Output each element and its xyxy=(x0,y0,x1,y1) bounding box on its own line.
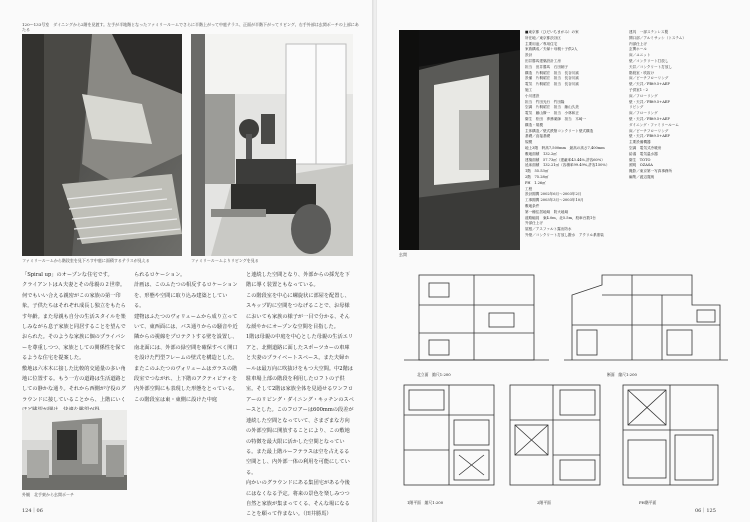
spec-line: 工事期間 2003年3月～2003年10月 xyxy=(525,198,584,203)
photo-exterior xyxy=(22,410,127,490)
spec-line: 床／フローリング xyxy=(629,111,658,116)
spec-line: ダイニング・ファミリールーム xyxy=(629,122,679,127)
col1-para-3: 敷地は六本木に接した比較的交通量の多い角地に位置する。もう一方の道路は生活道路としての静かな通り。それから西側が守役のグラウンドに接していることから、上階にいく xyxy=(22,365,126,403)
spec-line: 玄関ホール xyxy=(629,47,647,52)
section-drawing-1 xyxy=(399,265,554,375)
spec-line: 外壁／コンクリート打放し撥水 アクリル系塗装 xyxy=(525,232,604,237)
spec-line: 延床面積 132.21㎡（容積率99.49%,許容150%） xyxy=(525,163,610,168)
floor3-label: PH階平面 xyxy=(639,500,657,505)
body-column-2 xyxy=(134,270,239,488)
photo-entrance xyxy=(399,30,520,250)
spec-line: 壁／天井／PBt9.5+AEP xyxy=(629,82,670,87)
spec-line: 2階 75.28㎡ xyxy=(525,174,549,179)
spec-line: 敷地面積 132.2㎡ xyxy=(525,151,557,156)
col3-para-4: 向かいのグラウンドにある集団宅がある今後にはなくなる予定。将来の景色を楽しみつつ自然と家族が集まってくる、そんな場になることを願って作まない。（田井勝馬） xyxy=(246,480,350,518)
spec-line: 撮影／東京第一写真事務所 xyxy=(629,169,673,174)
spec-line: 床／ユニット xyxy=(629,53,651,58)
spec-line: ■東京都（ひだいちまがみ）の家 xyxy=(525,30,579,34)
floor2-label: 2階平面 xyxy=(537,500,551,505)
spec-line: 1階 55.53㎡ xyxy=(525,169,549,174)
body-column-3 xyxy=(246,270,354,518)
left-page xyxy=(0,0,373,522)
floor-plan-1 xyxy=(399,380,499,498)
col3-para-1: と連続した空間となり、外部からの採光を下階に導く装置ともなっている。 xyxy=(246,272,350,289)
spec-line: 担当 竹田光行 竹田隆 xyxy=(525,99,565,104)
spec-line: 主要用途／専用住宅 xyxy=(525,41,558,46)
spec-line: 壁・天井／PBt9.5+AEP xyxy=(629,116,670,121)
spec-line: 道路幅員 東4.0m，北5.5m，駐車台数1台 xyxy=(525,215,596,220)
spec-line: 屋根／アスファルト露出防水 xyxy=(525,227,572,232)
col2-para-1: られるロケーション。 xyxy=(134,272,186,278)
spec-line: 建具 一部ステンレス製 xyxy=(629,30,669,34)
spec-line: 床／ビーチフローリング xyxy=(629,128,669,133)
spec-line: 壁／コンクリート打放し xyxy=(629,58,669,63)
entrance-caption: 玄関 xyxy=(399,252,407,257)
floor1-label: 1階平面 縮尺1:200 xyxy=(407,500,444,505)
spec-line: 編集／渡辺寛朗 xyxy=(629,174,655,179)
section2-label: 断面 縮尺1:200 xyxy=(607,372,637,377)
spec-line: 地上3階 軒高7,500mm 最高の高さ7,400mm xyxy=(525,145,605,150)
section1-label: 北立面 縮尺1:200 xyxy=(417,372,451,377)
spec-line: 敷地条件 xyxy=(525,203,540,208)
spec-line: 設計 xyxy=(525,53,533,58)
spec-line: 工程 xyxy=(525,186,533,191)
floor-plan-2 xyxy=(505,380,605,498)
spec-line: 開口部／アルミサッシ（トステム） xyxy=(629,35,686,40)
spec-line: 照明 OZASA xyxy=(629,163,653,168)
spec-line: 担当 田井勝馬 石田朝子 xyxy=(525,64,569,69)
spec-line: 内部仕上げ xyxy=(629,41,647,46)
spec-line: 所在地／東京都渋谷区 xyxy=(525,35,561,40)
spec-line: PH 1.26㎡ xyxy=(525,180,546,185)
spec-line: 空調 電気式冷暖房 xyxy=(629,145,662,150)
body-column-1 xyxy=(22,270,127,405)
spec-line: 田井勝馬建築設計工房 xyxy=(525,58,561,63)
spec-line: 施工 xyxy=(525,87,533,92)
spec-line: 床／ビーチフローリング xyxy=(629,76,669,81)
right-page xyxy=(377,0,750,522)
photo-staircase xyxy=(22,34,182,256)
spec-line: 構造 片桐昭宏 担当 長谷川誠 xyxy=(525,70,579,75)
col3-para-2: この階段室を中心に螺旋状に部屋を配置し、スキップ的に空間をつなげることで、お母様においても家族の様子が一目で分かる、そんな緩やかにオープンな空間を目指した。 xyxy=(246,292,350,331)
col2-para-2: 計画は、このふたつの相反するロケーションを、形態や空間に取り込み建築としてい る。 xyxy=(134,282,238,310)
section-drawing-2 xyxy=(562,265,730,375)
spec-line: 衛生 松田 専務薬師 担当 木崎一 xyxy=(525,116,587,121)
spec-line: 設計期間 2002年6月～2003年2月 xyxy=(525,192,582,197)
col2-para-4: またこのふたつのヴォリュームはガラスの階段室でつながれ、上下階のアクティビティを内外部空間にも表現した形態をとっている。この階段室は東・東側に設けた中庭 xyxy=(134,365,238,403)
left-folio: 124｜06 xyxy=(22,508,43,514)
spec-line: 主要設備機器 xyxy=(629,140,651,145)
spec-line: 設備 片桐昭宏 担当 長谷川誠 xyxy=(525,76,579,81)
spec-line: 電気 片桐昭宏 担当 長谷川誠 xyxy=(525,82,579,87)
spec-line: リビング xyxy=(629,105,644,110)
floor-plan-3 xyxy=(613,380,728,498)
right-folio: 06｜125 xyxy=(695,508,716,514)
photo-living-room xyxy=(191,34,353,256)
spec-line: 主体構造／壁式鉄筋コンクリート壁式構造 xyxy=(525,128,594,133)
photo1-caption: ファミリールームから階段室を見下ろす中庭に面積するテラスが見える xyxy=(22,258,150,263)
spec-line: 壁・天井／PBt9.5+AEP xyxy=(629,99,670,104)
spec-line: 外部仕上げ xyxy=(525,221,543,226)
spec-line: 小川建設 xyxy=(525,93,540,98)
spec-line: 電気 藤山賢一 担当 小林和正 xyxy=(525,111,579,116)
col2-para-3: 建物はふたつのヴォリュームから成り立っていて、東西面には、バス通りからの騒音や近隣からの視線をプロテクトする壁を設置し、南北面には、外部の緑空間を確保すべく開口を設けた門型フレームの壁式を構造とした。 xyxy=(134,313,238,362)
spec-line: 規模 xyxy=(525,140,533,145)
spec-line: 基礎／直接基礎 xyxy=(525,134,551,139)
spec-line: 構造・規模 xyxy=(525,122,543,127)
spec-line: 階段室・吹抜け xyxy=(629,70,655,75)
spec-line: 床／フローリング xyxy=(629,93,658,98)
col1-para-1: 「Spiral up」のオープンな住宅です。 xyxy=(22,272,113,278)
spec-line: 給湯 電気温水器 xyxy=(629,151,658,156)
spec-line: 天井／コンクリート打放し xyxy=(629,64,673,69)
spec-column-2 xyxy=(629,30,729,255)
spec-line: 建築面積 57.73㎡（建蔽率43.44%,許容60%） xyxy=(525,157,605,162)
photo2-caption: ファミリールームよりリビングを見る xyxy=(191,258,259,263)
col3-para-3: 1階は母親の中庭を中心とした母親の生活エリアと、北側道路に面したスポーツカーの車庫と夫妻のプライベートスペース。また夫婦ホールは最万向に吹抜けをもつ大空間。中2階は駐車場上部の階段を利用したロフトの子供室。そして2階は家族全体を見通せるワンフロアーのリビング・ダイニング・キッチンのスペースとした。このフロアーは600mmの段差が連続した空間となっていて、さまざまな方向の外部空間に開放することにより、この敷地の特徴を最大限に活かした空間となっている。また最上階ルーフテラスは空を占えるる空間とし、内外部一体の利用を可能にしている。 xyxy=(246,334,354,476)
spec-line: 衛生 TOTO xyxy=(629,157,651,162)
spec-line: 家族構成／夫婦＋母親＋子供2人 xyxy=(525,47,578,52)
spec-line: 壁・天井／PBt9.5+AEP xyxy=(629,134,670,139)
photo3-caption: 外観 北手東から玄関ポーチ xyxy=(22,492,74,497)
spec-line: 子供室1・2 xyxy=(629,87,648,92)
col1-para-2: クライアントはＡ夫妻とその母親の２世帯。何でもいい合える親密がこの家族の第一印象。子供たちはそれぞれ成長し独立をもたらす年齢。また母親も自分の生活スタイルを楽しみながら息子家族と同居することを望んでおられた。そのような家族に個のプライバシーを尊重しつつ、家族としての関係性を保てるような住宅を提案した。 xyxy=(22,282,126,362)
top-caption: 120～133号室 ダイニングから2階を見渡す。左手が半地階となったファミリールームでさらに半階上がって中庭テラス、正面が半階下がってリビング、右手外部は玄関ポーチの上部にあたる xyxy=(22,22,359,32)
spec-line: 空調 片桐昭宏 担当 藤山久美 xyxy=(525,105,579,110)
spec-line: 第一種住居地域 防火地域 xyxy=(525,209,569,214)
spec-column-1 xyxy=(525,30,623,255)
